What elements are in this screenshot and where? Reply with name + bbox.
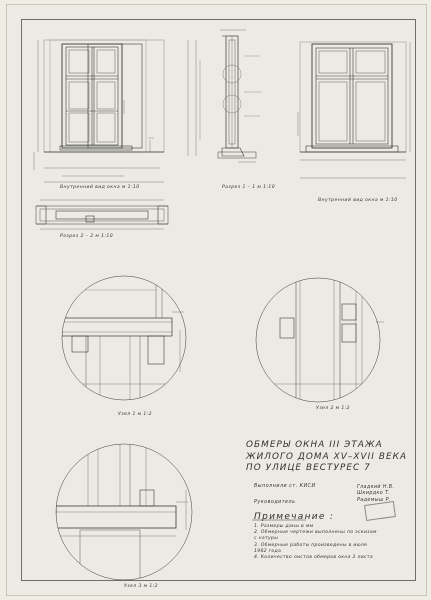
notes-heading: Примечание : [254, 512, 335, 522]
caption-detail-3: Узел 3 м 1:2 [124, 584, 158, 589]
caption-facade-exterior: Внутренний вид окна м 1:10 [60, 185, 140, 190]
note-item: 2. Обмерные чертежи выполнены по эскизам [254, 530, 377, 536]
window-elevation-interior [298, 42, 410, 178]
title-line-1: ОБМЕРЫ ОКНА III ЭТАЖА [246, 440, 383, 450]
caption-detail-2: Узел 2 м 1:2 [316, 406, 350, 411]
drawing-title [246, 440, 416, 475]
notes-list [254, 524, 419, 561]
section-2-2 [36, 200, 168, 229]
author-name: Шкирдко Т. [357, 491, 391, 497]
note-item: с натуры [254, 536, 279, 542]
caption-section-2-2: Разрез 2 – 2 м 1:10 [60, 234, 114, 239]
author-name: Гладкий Н.В. [357, 485, 395, 490]
note-item: 3. Обмерные работы произведены в июле [254, 542, 368, 548]
section-1-1 [188, 30, 262, 162]
detail-2-circle [256, 278, 384, 402]
note-item: 4. Количество листов обмеров окна 2 листа [254, 555, 373, 561]
caption-facade-interior: Внутренний вид окна м 1:10 [318, 198, 398, 203]
note-item: 1982 года [254, 548, 282, 554]
caption-detail-1: Узел 1 м 1:2 [118, 412, 152, 417]
detail-3-circle [56, 444, 192, 580]
caption-section-1-1: Разрез 1 – 1 м 1:10 [222, 185, 276, 190]
title-line-2: ЖИЛОГО ДОМА XV–XVII ВЕКА [246, 451, 408, 462]
leader-label: Руководитель [254, 500, 296, 505]
window-elevation-exterior [34, 40, 164, 182]
detail-1-circle [62, 276, 186, 400]
author-name: Радемыш Р. [357, 497, 391, 503]
note-item: 1. Размеры даны в мм [254, 524, 314, 529]
title-line-3: ПО УЛИЦЕ ВЕСТУРЕС 7 [246, 463, 371, 473]
made-by-label: Выполнили ст. КИСИ [254, 484, 316, 489]
